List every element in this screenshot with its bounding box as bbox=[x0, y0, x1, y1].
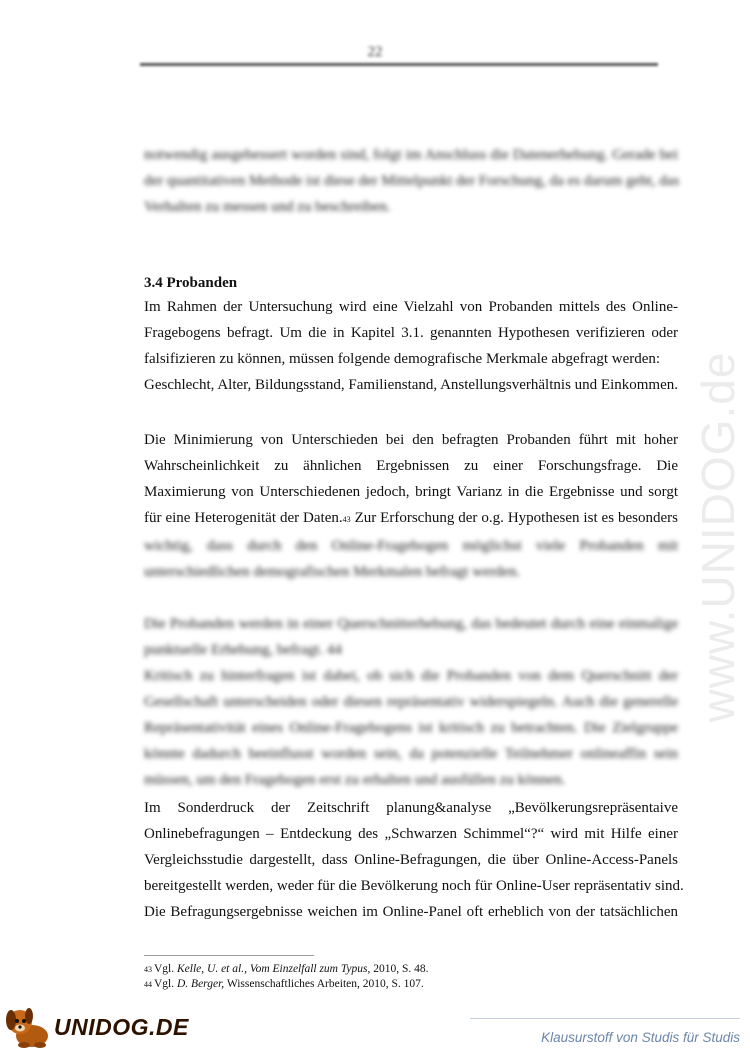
header-rule bbox=[140, 63, 658, 66]
text-line: Die Probanden werden in einer Querschnitterhebung, das bedeutet durch eine einmalige bbox=[144, 616, 678, 632]
footnote-suffix: , 2010, S. 48. bbox=[367, 963, 429, 975]
text-line: Vergleichsstudie dargestellt, dass Online-Befragungen, die über Online-Access-Panels bbox=[144, 852, 678, 868]
paragraph-1 bbox=[144, 294, 678, 398]
text-line: der quantitativen Methode ist diese der Mittelpunkt der Forschung, da es darum geht, das bbox=[144, 173, 680, 189]
text-line: Gesellschaft unterscheiden oder diesen repräsentativ widerspiegeln. Auch die generelle bbox=[144, 694, 678, 710]
paragraph-3 bbox=[144, 795, 684, 925]
text-line: punktuelle Erhebung, befragt. 44 bbox=[144, 642, 342, 658]
text-line: müssen, um den Fragebogen erst zu erhalten und ausfüllen zu können. bbox=[144, 772, 566, 788]
text-line: Kritisch zu hinterfragen ist dabei, ob sich die Probanden von dem Querschnitt der bbox=[144, 668, 678, 684]
footnote-number: 44 bbox=[144, 980, 152, 989]
footnote-rule bbox=[144, 955, 314, 956]
text-line: falsifizieren zu können, müssen folgende demografische Merkmale abgefragt werden: bbox=[144, 351, 661, 367]
text-line: Onlinebefragungen – Entdeckung des „Schwarzen Schimmel“?“ wird mit Hilfe einer bbox=[144, 826, 678, 842]
unidog-logo[interactable] bbox=[2, 1006, 189, 1052]
text-line: könnte dadurch beeinflusst worden sein, da potenzielle Teilnehmer onlineaffin sein bbox=[144, 746, 678, 762]
blurred-paragraph-lower bbox=[144, 611, 678, 793]
footnote-44 bbox=[144, 977, 424, 992]
text-line: Im Rahmen der Untersuchung wird eine Vielzahl von Probanden mittels des Online- bbox=[144, 299, 678, 315]
text-line: unterschiedlichen demografischen Merkmalen befragt werden. bbox=[144, 564, 521, 580]
footnote-43 bbox=[144, 962, 429, 977]
text-line: Maximierung von Unterschiedenen jedoch, bringt Varianz in die Ergebnisse und sorgt bbox=[144, 484, 678, 500]
text-fragment: für eine Heterogenität der Daten. bbox=[144, 510, 343, 526]
blurred-paragraph-top bbox=[144, 142, 678, 220]
blurred-paragraph-mid bbox=[144, 533, 678, 585]
text-line: wichtig, dass durch den Online-Fragebogen möglichst viele Probanden mit bbox=[144, 538, 678, 554]
section-heading: 3.4 Probanden bbox=[144, 275, 238, 291]
text-line-with-footnote bbox=[144, 505, 678, 533]
watermark-text: www.UNIDOG.de bbox=[692, 351, 744, 723]
footnote-ref-43[interactable]: 43 bbox=[342, 515, 351, 524]
footnote-author: D. Berger, bbox=[177, 978, 225, 990]
tagline-rule bbox=[470, 1018, 740, 1019]
paragraph-2 bbox=[144, 427, 678, 533]
text-line: Verhalten zu messen und zu beschreiben. bbox=[144, 199, 391, 215]
text-line: Die Befragungsergebnisse weichen im Online-Panel oft erheblich von der tatsächlichen bbox=[144, 904, 678, 920]
text-line: Repräsentativität eines Online-Fragebogens ist kritisch zu betrachten. Die Zielgruppe bbox=[144, 720, 678, 736]
text-line: Die Minimierung von Unterschieden bei den befragten Probanden führt mit hoher bbox=[144, 432, 678, 448]
text-line: notwendig ausgebessert worden sind, folgt im Anschluss die Datenerhebung. Gerade bei bbox=[144, 147, 678, 163]
text-line: Wahrscheinlichkeit zu ähnlichen Ergebnissen zu einer Forschungsfrage. Die bbox=[144, 458, 678, 474]
text-line: bereitgestellt werden, weder für die Bevölkerung noch für Online-User repräsentativ sind. bbox=[144, 878, 684, 894]
watermark bbox=[676, 270, 746, 770]
page-number: 22 bbox=[367, 44, 383, 60]
text-line: Im Sonderdruck der Zeitschrift planung&analyse „Bevölkerungsrepräsentaive bbox=[144, 800, 678, 816]
text-fragment: Zur Erforschung der o.g. Hypothesen ist es besonders bbox=[350, 510, 678, 526]
footnote-number: 43 bbox=[144, 965, 152, 974]
footnote-prefix: Vgl. bbox=[154, 963, 177, 975]
footnote-suffix: Wissenschaftliches Arbeiten, 2010, S. 107. bbox=[224, 978, 424, 990]
dog-icon bbox=[2, 1006, 54, 1050]
footnote-prefix: Vgl. bbox=[154, 978, 177, 990]
tagline: Klausurstoff von Studis für Studis bbox=[541, 1030, 740, 1045]
text-line: Fragebogens befragt. Um die in Kapitel 3.1. genannten Hypothesen verifizieren oder bbox=[144, 325, 678, 341]
text-line: Geschlecht, Alter, Bildungsstand, Familienstand, Anstellungsverhältnis und Einkommen. bbox=[144, 377, 678, 393]
footnote-source: Kelle, U. et al., Vom Einzelfall zum Typus bbox=[177, 963, 368, 975]
logo-text: UNIDOG.DE bbox=[54, 1014, 189, 1040]
